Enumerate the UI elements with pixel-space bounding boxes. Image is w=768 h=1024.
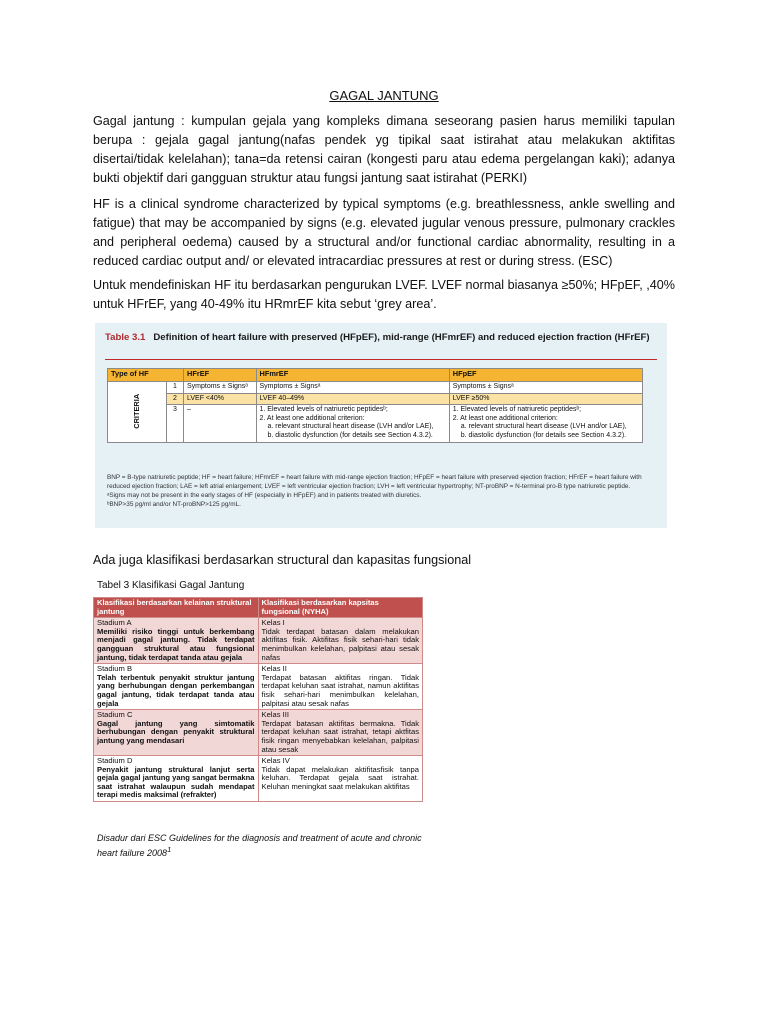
stadium-label: Stadium D bbox=[97, 756, 133, 766]
footnote-a: ᵃSigns may not be present in the early stages of HF (especially in HFpEF) and in patients treated with diuretics. bbox=[107, 492, 422, 499]
table-row bbox=[94, 618, 423, 664]
criterion-line: 1. Elevated levels of natriuretic peptidesᵇ; bbox=[259, 406, 388, 414]
footnote-b: ᵇBNP>35 pg/ml and/or NT-proBNP>125 pg/mL. bbox=[107, 501, 241, 508]
cell-kelas bbox=[258, 710, 423, 756]
cell-stadium bbox=[94, 710, 259, 756]
table-row bbox=[108, 382, 643, 394]
esc-table-number: Table 3.1 bbox=[105, 332, 146, 343]
header-hfref: HFrEF bbox=[184, 369, 257, 382]
criterion-line: 2. At least one additional criterion: bbox=[259, 414, 365, 422]
esc-table-footnotes bbox=[107, 473, 657, 509]
cell-hfpef: Symptoms ± Signsᵃ bbox=[449, 382, 642, 394]
kelas-description: Tidak terdapat batasan dalam melakukan aktifitas fisik. Aktifitas fisik sehari-hari tidak menimbulkan kelelahan, palpitasi atau sesak nafas bbox=[261, 626, 419, 662]
table-header-row bbox=[94, 598, 423, 618]
esc-table-figure bbox=[95, 323, 667, 528]
paragraph-definition-esc: HF is a clinical syndrome characterized by typical symptoms (e.g. breathlessness, ankle swelling and fatigue) that may be accompanied by signs (e.g. elevated jugular venous pressure, pulmonary crackles and peripheral oedema) caused by a structural and/or functional cardiac abnormality, resulting in a reduced cardiac output and/ or elevated intracardiac pressures at rest or during stress. (ESC) bbox=[93, 197, 675, 268]
criterion-line: b. diastolic dysfunction (for details see Section 4.3.2). bbox=[460, 431, 627, 439]
kelas-label: Kelas IV bbox=[261, 756, 290, 766]
stadium-label: Stadium C bbox=[97, 710, 133, 720]
stadium-description: Memiliki risiko tinggi untuk berkembang menjadi gagal jantung. Tidak terdapat gangguan struktural atau fungsional jantung, tidak terdapat tanda atau gejala bbox=[97, 626, 255, 662]
criteria-label-cell bbox=[108, 382, 167, 443]
criterion-line: b. diastolic dysfunction (for details see Section 4.3.2). bbox=[267, 431, 433, 439]
cell-hfref: Symptoms ± Signsᵃ bbox=[184, 382, 257, 394]
table-row bbox=[108, 405, 643, 442]
cell-stadium bbox=[94, 664, 259, 710]
table-row bbox=[94, 710, 423, 756]
cell-kelas bbox=[258, 756, 423, 802]
cell-hfmref bbox=[256, 405, 449, 442]
paragraph-lvef: Untuk mendefiniskan HF itu berdasarkan pengurukan LVEF. LVEF normal biasanya ≥50%; HFpEF, ,40% untuk HFrEF, yang 40-49% itu HRmrEF kita sebut ‘grey area’. bbox=[93, 278, 675, 311]
criterion-line: a. relevant structural heart disease (LVH and/or LAE), bbox=[267, 423, 434, 431]
stadium-description: Telah terbentuk penyakit struktur jantung yang berhubungan dengan perkembangan gagal jantung, tidak terdapat tanda atau gejala bbox=[97, 672, 255, 708]
stadium-label: Stadium B bbox=[97, 664, 133, 674]
page-title: GAGAL JANTUNG bbox=[329, 88, 439, 103]
criterion-line: 1. Elevated levels of natriuretic peptidesᵇ; bbox=[452, 406, 582, 414]
table-row bbox=[94, 664, 423, 710]
cell-kelas bbox=[258, 618, 423, 664]
kelas-label: Kelas II bbox=[261, 664, 287, 674]
cell-hfref: LVEF <40% bbox=[184, 393, 257, 405]
paragraph-definition-perki: Gagal jantung : kumpulan gejala yang kompleks dimana seseorang pasien harus memiliki tapulan berupa : gejala gagal jantung(nafas pendek yg tipikal saat istirahat atau melakukan aktifitas disertai/tidak kelelahan); tana=da retensi cairan (kongesti paru atau edema pergelangan kaki); adanya bukti objektif dari gangguan struktur atau fungsi jantung saat istirahat (PERKI) bbox=[93, 114, 675, 185]
esc-table-caption-text: Definition of heart failure with preserved (HFpEF), mid-range (HFmrEF) and reduced ejection fraction (HFrEF) bbox=[153, 332, 650, 343]
footnote-abbreviations: BNP = B-type natriuretic peptide; HF = heart failure; HFmrEF = heart failure with mid-range ejection fraction; HFpEF = heart failure with preserved ejection fraction; HFrEF = heart failure with reduced ejection fraction; LAE = left atrial enlargement; LVEF = left ventricular ejection fraction; LVH = left ventricular hypertrophy; NT-proBNP = N-terminal pro-B type natriuretic peptide. bbox=[107, 474, 642, 490]
table3-source bbox=[97, 833, 427, 859]
header-nyha: Klasifikasi berdasarkan kapsitas fungsional (NYHA) bbox=[258, 598, 423, 618]
kelas-description: Terdapat batasan aktifitas bermakna. Tidak terdapat keluhan saat istrahat, tetapi aktfitas fisik ringan menyebabkan kelelahan, palpitasi atau sesak bbox=[261, 718, 419, 754]
criteria-label: CRITERIA bbox=[131, 394, 141, 430]
criterion-line: a. relevant structural heart disease (LVH and/or LAE), bbox=[460, 423, 627, 431]
cell-hfpef: LVEF ≥50% bbox=[449, 393, 642, 405]
cell-stadium bbox=[94, 618, 259, 664]
cell-hfmref: LVEF 40–49% bbox=[256, 393, 449, 405]
row-number: 3 bbox=[167, 405, 184, 442]
cell-kelas bbox=[258, 664, 423, 710]
table-row bbox=[108, 393, 643, 405]
kelas-description: Tidak dapat melakukan aktifitasfisik tanpa keluhan. Terdapat gejala saat istrahat. Keluhan meningkat saat melakukan aktifitas bbox=[261, 764, 419, 791]
row-number: 1 bbox=[167, 382, 184, 394]
criterion-line: 2. At least one additional criterion: bbox=[452, 414, 558, 422]
kelas-label: Kelas III bbox=[261, 710, 289, 720]
cell-hfpef bbox=[449, 405, 642, 442]
source-reference: 1 bbox=[167, 845, 172, 854]
header-structural: Klasifikasi berdasarkan kelainan struktural jantung bbox=[94, 598, 259, 618]
kelas-label: Kelas I bbox=[261, 618, 285, 628]
esc-table-caption bbox=[105, 331, 657, 344]
table3-title: Tabel 3 Klasifikasi Gagal Jantung bbox=[97, 580, 245, 591]
cell-stadium bbox=[94, 756, 259, 802]
table-row bbox=[94, 756, 423, 802]
cell-hfref: – bbox=[184, 405, 257, 442]
caption-divider bbox=[105, 359, 657, 360]
hf-classification-table bbox=[93, 597, 423, 802]
header-type-of-hf: Type of HF bbox=[108, 369, 184, 382]
cell-hfmref: Symptoms ± Signsᵃ bbox=[256, 382, 449, 394]
header-hfmref: HFmrEF bbox=[256, 369, 449, 382]
header-hfpef: HFpEF bbox=[449, 369, 642, 382]
stadium-label: Stadium A bbox=[97, 618, 132, 628]
kelas-description: Terdapat batasan aktifitas ringan. Tidak terdapat keluhan saat istrahat, namun aktifitas fisik sehari-hari menimbulkan kelelahan, palpitasi atau sesak nafas bbox=[261, 672, 419, 708]
source-text: Disadur dari ESC Guidelines for the diagnosis and treatment of acute and chronic heart failure 2008 bbox=[97, 833, 422, 858]
hf-definition-table bbox=[107, 368, 643, 443]
row-number: 2 bbox=[167, 393, 184, 405]
stadium-description: Gagal jantung yang simtomatik berhubungan dengan penyakit struktural jantung yang mendasari bbox=[97, 718, 255, 745]
stadium-description: Penyakit jantung struktural lanjut serta gejala gagal jantung yang sangat bermakna saat istrahat walaupun sudah mendapat terapi medis maksimal (refrakter) bbox=[97, 764, 255, 800]
classification-subheading: Ada juga klasifikasi berdasarkan structural dan kapasitas fungsional bbox=[93, 553, 472, 567]
table-header-row bbox=[108, 369, 643, 382]
